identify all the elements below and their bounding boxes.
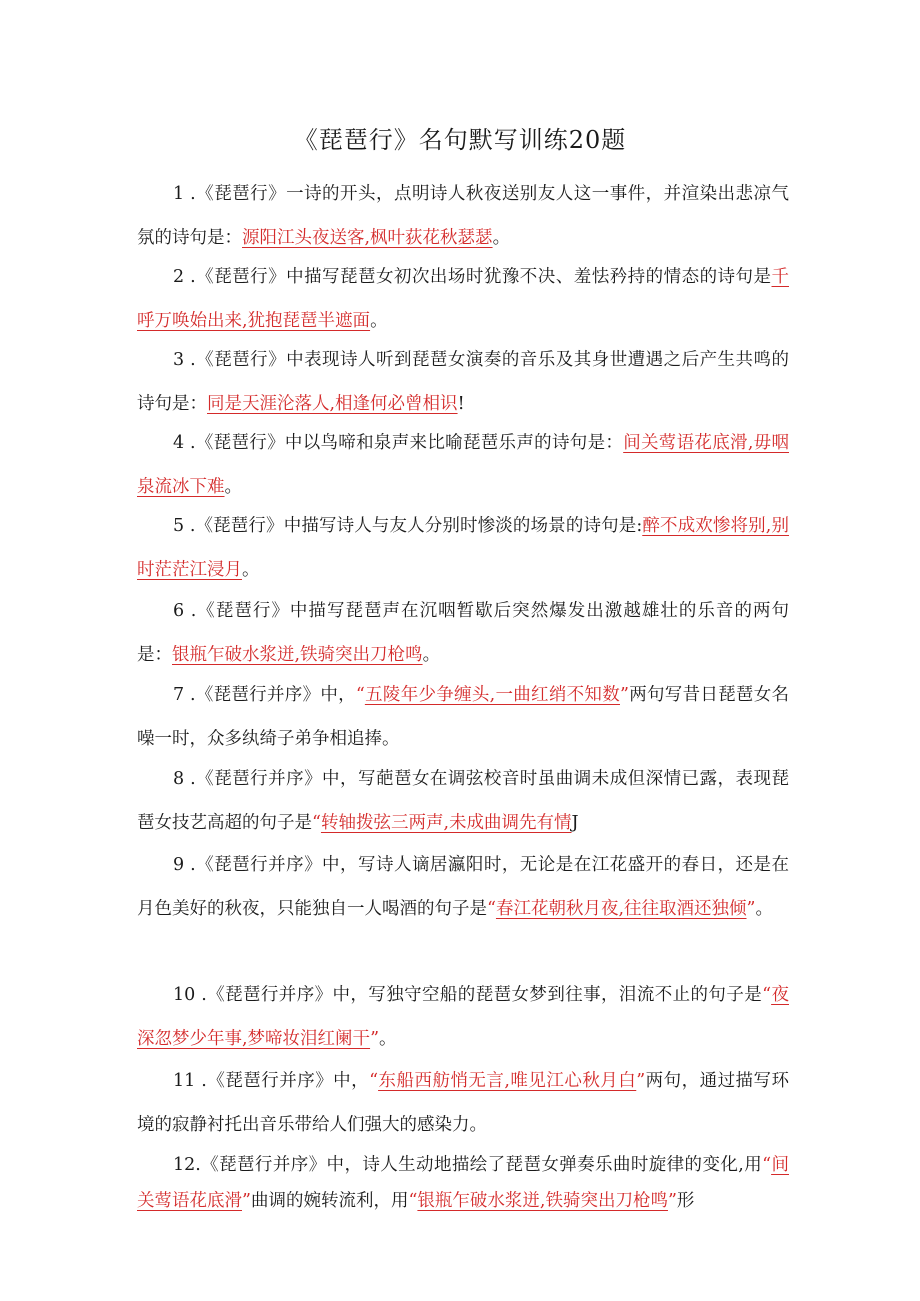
answer-text: 千呼万唤始出来,犹抱琵琶半遮面 (137, 267, 789, 331)
answer-text: 间关莺语花底滑 (137, 1155, 789, 1211)
question-7 (137, 673, 789, 761)
question-suffix: 。 (422, 645, 441, 665)
question-text: 8 .《琵琶行并序》中，写葩琶女在调弦校音时虽曲调未成但深情已露，表现琵琶女技艺高超的句子是 (137, 769, 789, 833)
answer-text: 同是天涯沦落人,相逢何必曾相识 (207, 394, 458, 414)
answer-text: 醉不成欢惨将别,别时茫茫江浸月 (137, 516, 790, 580)
answer-text: 银瓶乍破水浆迸,铁骑突出刀枪鸣 (417, 1191, 668, 1211)
question-1 (137, 172, 789, 260)
question-text: 10 .《琵琶行并序》中，写独守空船的琵琶女梦到往事，泪流不止的句子是 (173, 985, 763, 1005)
question-3 (137, 338, 789, 426)
open-quote: “ (312, 813, 321, 833)
question-text: 1 .《琵琶行》一诗的开头，点明诗人秋夜送别友人这一事件，并渲染出悲凉气氛的诗句是： (137, 184, 789, 248)
question-text: 12.《琵琶行并序》中，诗人生动地描绘了琵琶女弹奏乐曲时旋律的变化,用 (173, 1155, 763, 1175)
question-text: 5 .《琵琶行》中描写诗人与友人分别时惨淡的场景的诗句是: (173, 516, 643, 536)
open-quote: “ (487, 899, 496, 919)
question-9 (137, 843, 789, 931)
question-suffix: 两句，通过描写环境的寂静衬托出音乐带给人们强大的感染力。 (137, 1071, 790, 1135)
question-text: 7 .《琵琶行并序》中， (173, 685, 356, 705)
answer-text: 五陵年少争缠头,一曲红绡不知数 (364, 685, 620, 705)
question-text: 4 .《琵琶行》中以鸟啼和泉声来比喻琵琶乐声的诗句是： (173, 433, 624, 453)
question-suffix: 。 (755, 899, 773, 919)
question-suffix: J (571, 813, 579, 833)
question-suffix: 。 (242, 560, 260, 580)
question-middle: 曲调的婉转流利，用 (250, 1191, 409, 1211)
question-8 (137, 757, 789, 845)
answer-text: 间关莺语花底滑,毋咽泉流冰下难 (137, 433, 789, 497)
question-text: 6 .《琵琶行》中描写琵琶声在沉咽暂歇后突然爆发出激越雄壮的乐音的两句是： (137, 601, 789, 665)
question-suffix: 。 (379, 1029, 397, 1049)
close-quote: ” (746, 899, 756, 919)
open-quote: “ (762, 1155, 772, 1175)
question-text: 11 .《琵琶行并序》中， (173, 1071, 370, 1091)
question-12 (137, 1147, 789, 1219)
question-4 (137, 421, 789, 509)
answer-text: 东船西舫悄无言,唯见江心秋月白 (378, 1071, 637, 1091)
question-suffix: 形 (676, 1191, 695, 1211)
close-quote: ” (619, 685, 629, 705)
question-suffix: 。 (224, 477, 242, 497)
question-suffix: 。 (370, 311, 388, 331)
answer-text: 银瓶乍破水浆迸,铁骑突出刀枪鸣 (172, 645, 423, 665)
open-quote: “ (355, 685, 365, 705)
question-5 (137, 504, 789, 592)
question-text: 3 .《琵琶行》中表现诗人听到琵琶女演奏的音乐及其身世遭遇之后产生共鸣的诗句是： (137, 350, 789, 414)
open-quote: “ (762, 985, 772, 1005)
question-2 (137, 255, 789, 343)
question-suffix: 两句写昔日琵琶女名噪一时，众多纨绮子弟争相追捧。 (137, 685, 790, 749)
question-11 (137, 1059, 789, 1147)
answer-text: 春江花朝秋月夜,往往取酒还独倾 (495, 899, 747, 919)
question-text: 9 .《琵琶行并序》中，写诗人谪居瀛阳时，无论是在江花盛开的春日，还是在月色美好的秋夜，只能独自一人喝酒的句子是 (137, 855, 789, 919)
close-quote: ” (242, 1191, 251, 1211)
close-quote: ” (636, 1071, 646, 1091)
question-10 (137, 973, 789, 1061)
close-quote: ” (370, 1029, 380, 1049)
answer-text: 源阳江头夜送客,枫叶荻花秋瑟瑟 (242, 228, 493, 248)
question-text: 2 .《琵琶行》中描写琵琶女初次出场时犹豫不决、羞怯矜持的情态的诗句是 (173, 267, 772, 287)
answer-text: 夜深忽梦少年事,梦啼妆泪红阑干 (137, 985, 789, 1049)
close-quote: ” (667, 1191, 677, 1211)
question-6 (137, 589, 789, 677)
open-quote: “ (369, 1071, 379, 1091)
answer-text: 转轴拨弦三两声,未成曲调先有情 (320, 813, 572, 833)
page-title: 《琵琶行》名句默写训练20题 (293, 126, 627, 154)
question-suffix: 。 (492, 228, 511, 248)
question-suffix: ! (457, 394, 465, 414)
open-quote: “ (408, 1191, 418, 1211)
